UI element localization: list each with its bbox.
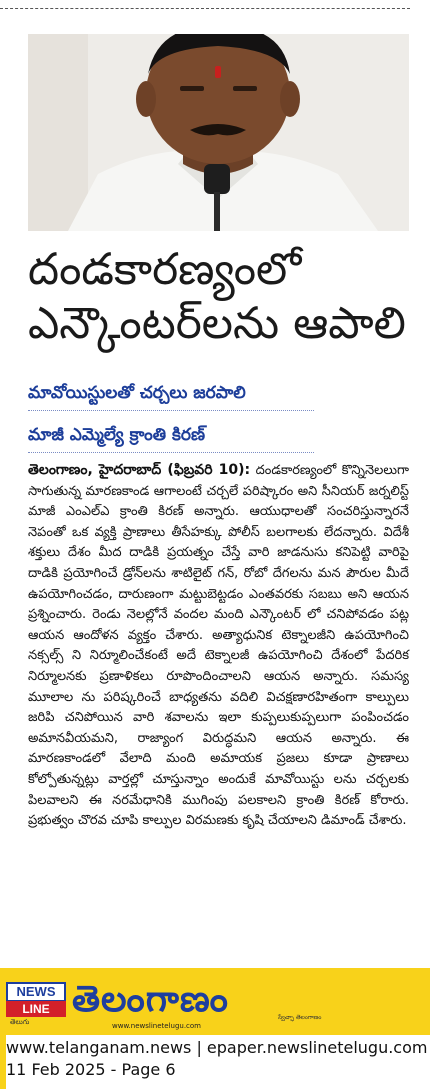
footer-text (6, 1035, 430, 1089)
logo-news-text: NEWS (6, 982, 66, 1002)
subheading-2: మాజీ ఎమ్మెల్యే క్రాంతి కిరణ్ (28, 425, 314, 453)
footer-banner (0, 968, 430, 1089)
brand-tagline: స్వేచ్ఛా తెలంగాణం (278, 1014, 322, 1021)
headline-line-2: ఎన్కౌంటర్‌లను ఆపాలి (28, 298, 406, 349)
cut-line-divider (0, 8, 410, 9)
subheading-1: మావోయిస్టులతో చర్చలు జరపాలి (28, 383, 314, 411)
logo-line-text: LINE (6, 1001, 66, 1017)
body-text: దండకారణ్యంలో కొన్నినెలలుగా సాగుతున్న మారణకాండ ఆగాలంటే చర్చలే పరిష్కారం అని సీనియర్ జర్నలిస్ట్ మాజీ ఎంఎల్ఎ క్రాంతి కిరణ్ అన్నారు. ఆయుధాలతో సంచరిస్తున్నారనే నెపంతో ఒక వ్యక్తి ప్రాణాలు తీసేహక్కు పోలీస్ బలగాలకు లేదన్నారు. విదేశీ శక్తులు దేశం మీద దాడికి ప్రయత్నం చేస్తే వారి జాడనుసు కనిపెట్టి వారిపై దాడికి ప్రయోగించే డ్రోన్‌లను శాటిలైట్ గన్, రోబో దేగలను మన పౌరుల మీదే ఉపయోగించడం, దారుణంగా మట్టుబెట్టడం ఎంతవరకు సబబు అని ఆయన ప్రశ్నించారు. రెండు నెలల్లోనే వందల మంది ఎన్కౌంటర్ లో చనిపోవడం పట్ల ఆయన ఆందోళన వ్యక్తం చేశారు. అత్యాధునిక టెక్నాలజీని ఉపయోగించి నక్సల్స్ ని నిర్మూలించేకంటే అదే టెక్నాలజీ ఉపయోగించి దేశంలో పేదరిక నిర్మూలనకు ప్రణాళికలు రూపొందించాలని ఆయన అన్నారు. సమస్య మూలాల ను పరిష్కరించే బాధ్యతను వదిలి విచక్షణారహితంగా కాల్పులు జరిపి చనిపోయిన వారి శవాలను ఇలా కుప్పలుకుప్పలుగా పంపించడం అమానవీయమని, రాజ్యాంగ విరుద్ధమని ఆయన అన్నారు. ఈ మారణకాండలో వేలాది మంది అమాయక ప్రజలు కూడా ప్రాణాలు కోల్పోతున్నట్లు వార్తల్లో చూస్తున్నాం అందుకే మావోయిస్టు లను చర్చలకు పిలవాలని ఈ నరమేధానికి ముగింపు పలకాలని క్రాంతి కిరణ్ కోరారు. ప్రభుత్వం చొరవ చూపి కాల్పుల విరమణకు కృషి చేయాలని డిమాండ్ చేశారు. (28, 463, 410, 829)
brand-name: తెలంగాణం (72, 979, 229, 1020)
logo-tagline: తెలుగు (10, 1018, 30, 1026)
article-body (28, 460, 409, 832)
speaker-photo (28, 34, 409, 231)
dateline: తెలంగాణం, హైదరాబాద్ (ఫిబ్రవరి 10): (28, 462, 251, 478)
brand-url: www.newslinetelugu.com (112, 1022, 201, 1030)
footer-date-page: 11 Feb 2025 - Page 6 (6, 1060, 176, 1079)
headline-line-1: దండకారణ్యంలో (28, 244, 302, 295)
footer-sources: www.telanganam.news | epaper.newslinetelugu.com (6, 1038, 428, 1057)
newsline-logo (6, 982, 66, 1026)
article-headline (28, 243, 413, 351)
